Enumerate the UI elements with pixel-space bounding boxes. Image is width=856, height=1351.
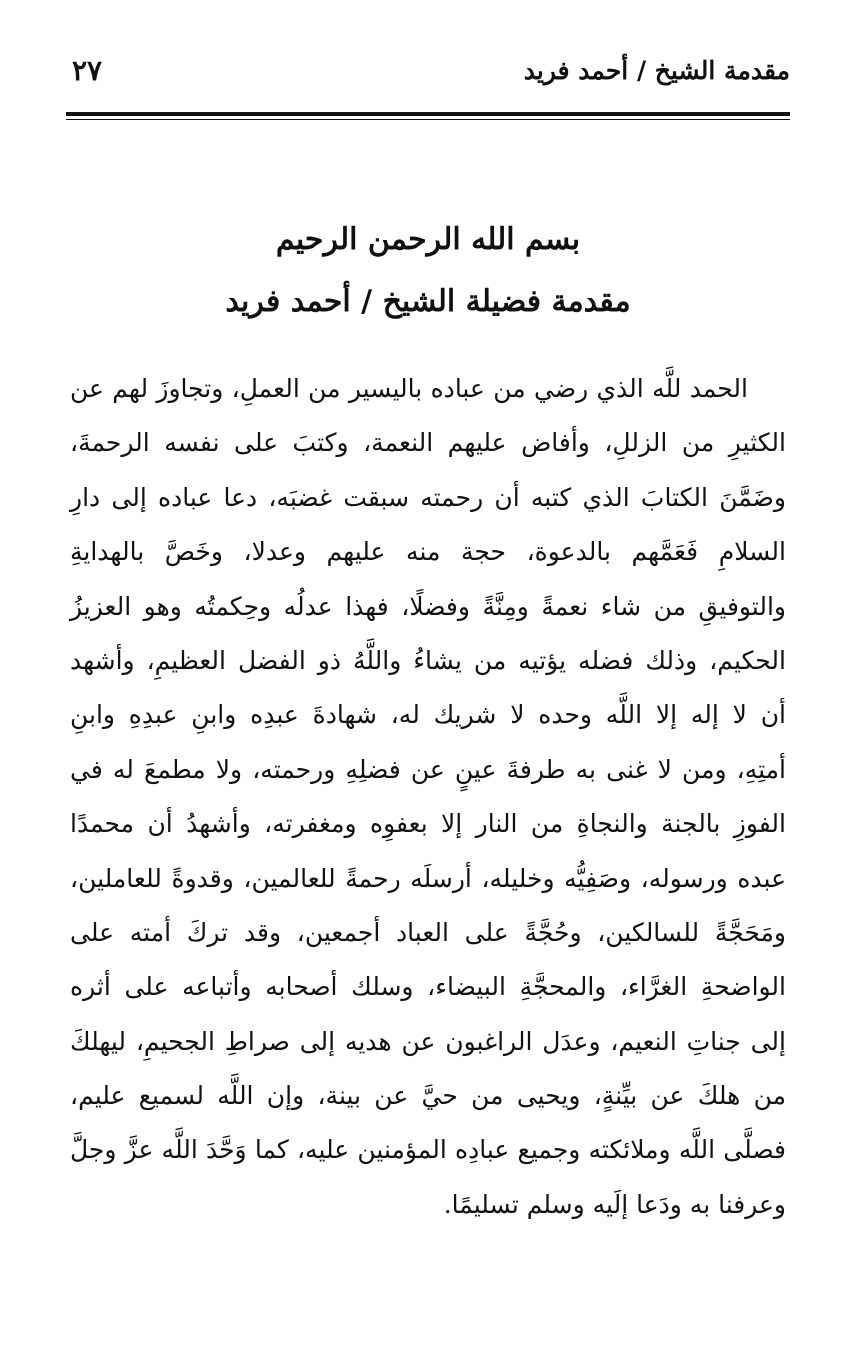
text-line: ومَحَجَّةً للسالكين، وحُجَّةً على العباد أجمعين، وقد تركَ أمته على (70, 917, 786, 947)
text-line: والتوفيقِ من شاء نعمةً ومِنَّةً وفضلًا، فهذا عدلُه وحِكمتُه وهو العزيزُ (70, 591, 786, 621)
text-line: الكثيرِ من الزللِ، وأفاض عليهم النعمة، وكتبَ على نفسه الرحمةَ، (70, 428, 786, 458)
text-line: الحكيم، وذلك فضله يؤتيه من يشاءُ واللَّهُ ذو الفضل العظيمِ، وأشهد (70, 645, 786, 675)
text-line: أمتِهِ، ومن لا غنى به طرفةَ عينٍ عن فضلِهِ ورحمته، ولا مطمعَ له في (70, 754, 786, 784)
text-line: الفوزِ بالجنة والنجاةِ من النار إلا بعفوِه ومغفرته، وأشهدُ أن محمدًا (70, 809, 786, 839)
header-rule-thin (66, 119, 790, 120)
text-line: أن لا إله إلا اللَّه وحده لا شريك له، شهادةَ عبدِه وابنِ عبدِهِ وابنِ (70, 700, 786, 730)
text-line: من هلكَ عن بيِّنةٍ، ويحيى من حيَّ عن بينة، وإن اللَّه لسميع عليم، (70, 1081, 786, 1111)
text-line: السلامِ فَعَمَّهم بالدعوة، حجة منه عليهم وعدلا، وخَصَّ بالهدايةِ (70, 537, 786, 567)
text-line: إلى جناتِ النعيم، وعدَل الراغبون عن هديه إلى صراطِ الجحيمِ، ليهلكَ (70, 1026, 786, 1056)
text-line: الواضحةِ الغرَّاء، والمحجَّةِ البيضاء، وسلك أصحابه وأتباعه على أثره (70, 972, 786, 1002)
text-line: وعرفنا به ودَعا إلَيه وسلم تسليمًا. (443, 1189, 786, 1219)
header-rule-thick (66, 112, 790, 116)
text-line: الحمد للَّه الذي رضي من عباده باليسير من العملِ، وتجاوزَ لهم عن (70, 374, 748, 403)
page-number: ٢٧ (72, 54, 103, 87)
body-paragraph (70, 362, 786, 1232)
text-line: عبده ورسوله، وصَفِيُّه وخليله، أرسلَه رحمةً للعالمين، وقدوةً للعاملين، (70, 863, 786, 893)
text-line: فصلَّى اللَّه وملائكته وجميع عبادِه المؤمنين عليه، كما وَحَّدَ اللَّه عزَّ وجلَّ (70, 1135, 786, 1165)
section-title: مقدمة فضيلة الشيخ / أحمد فريد (225, 284, 631, 319)
basmala-heading: بسم الله الرحمن الرحيم (275, 222, 581, 257)
page-header (66, 52, 790, 96)
text-line: وضَمَّنَ الكتابَ الذي كتبه أن رحمته سبقت غضبَه، دعا عباده إلى دارِ (70, 482, 786, 512)
running-title: مقدمة الشيخ / أحمد فريد (523, 56, 790, 85)
